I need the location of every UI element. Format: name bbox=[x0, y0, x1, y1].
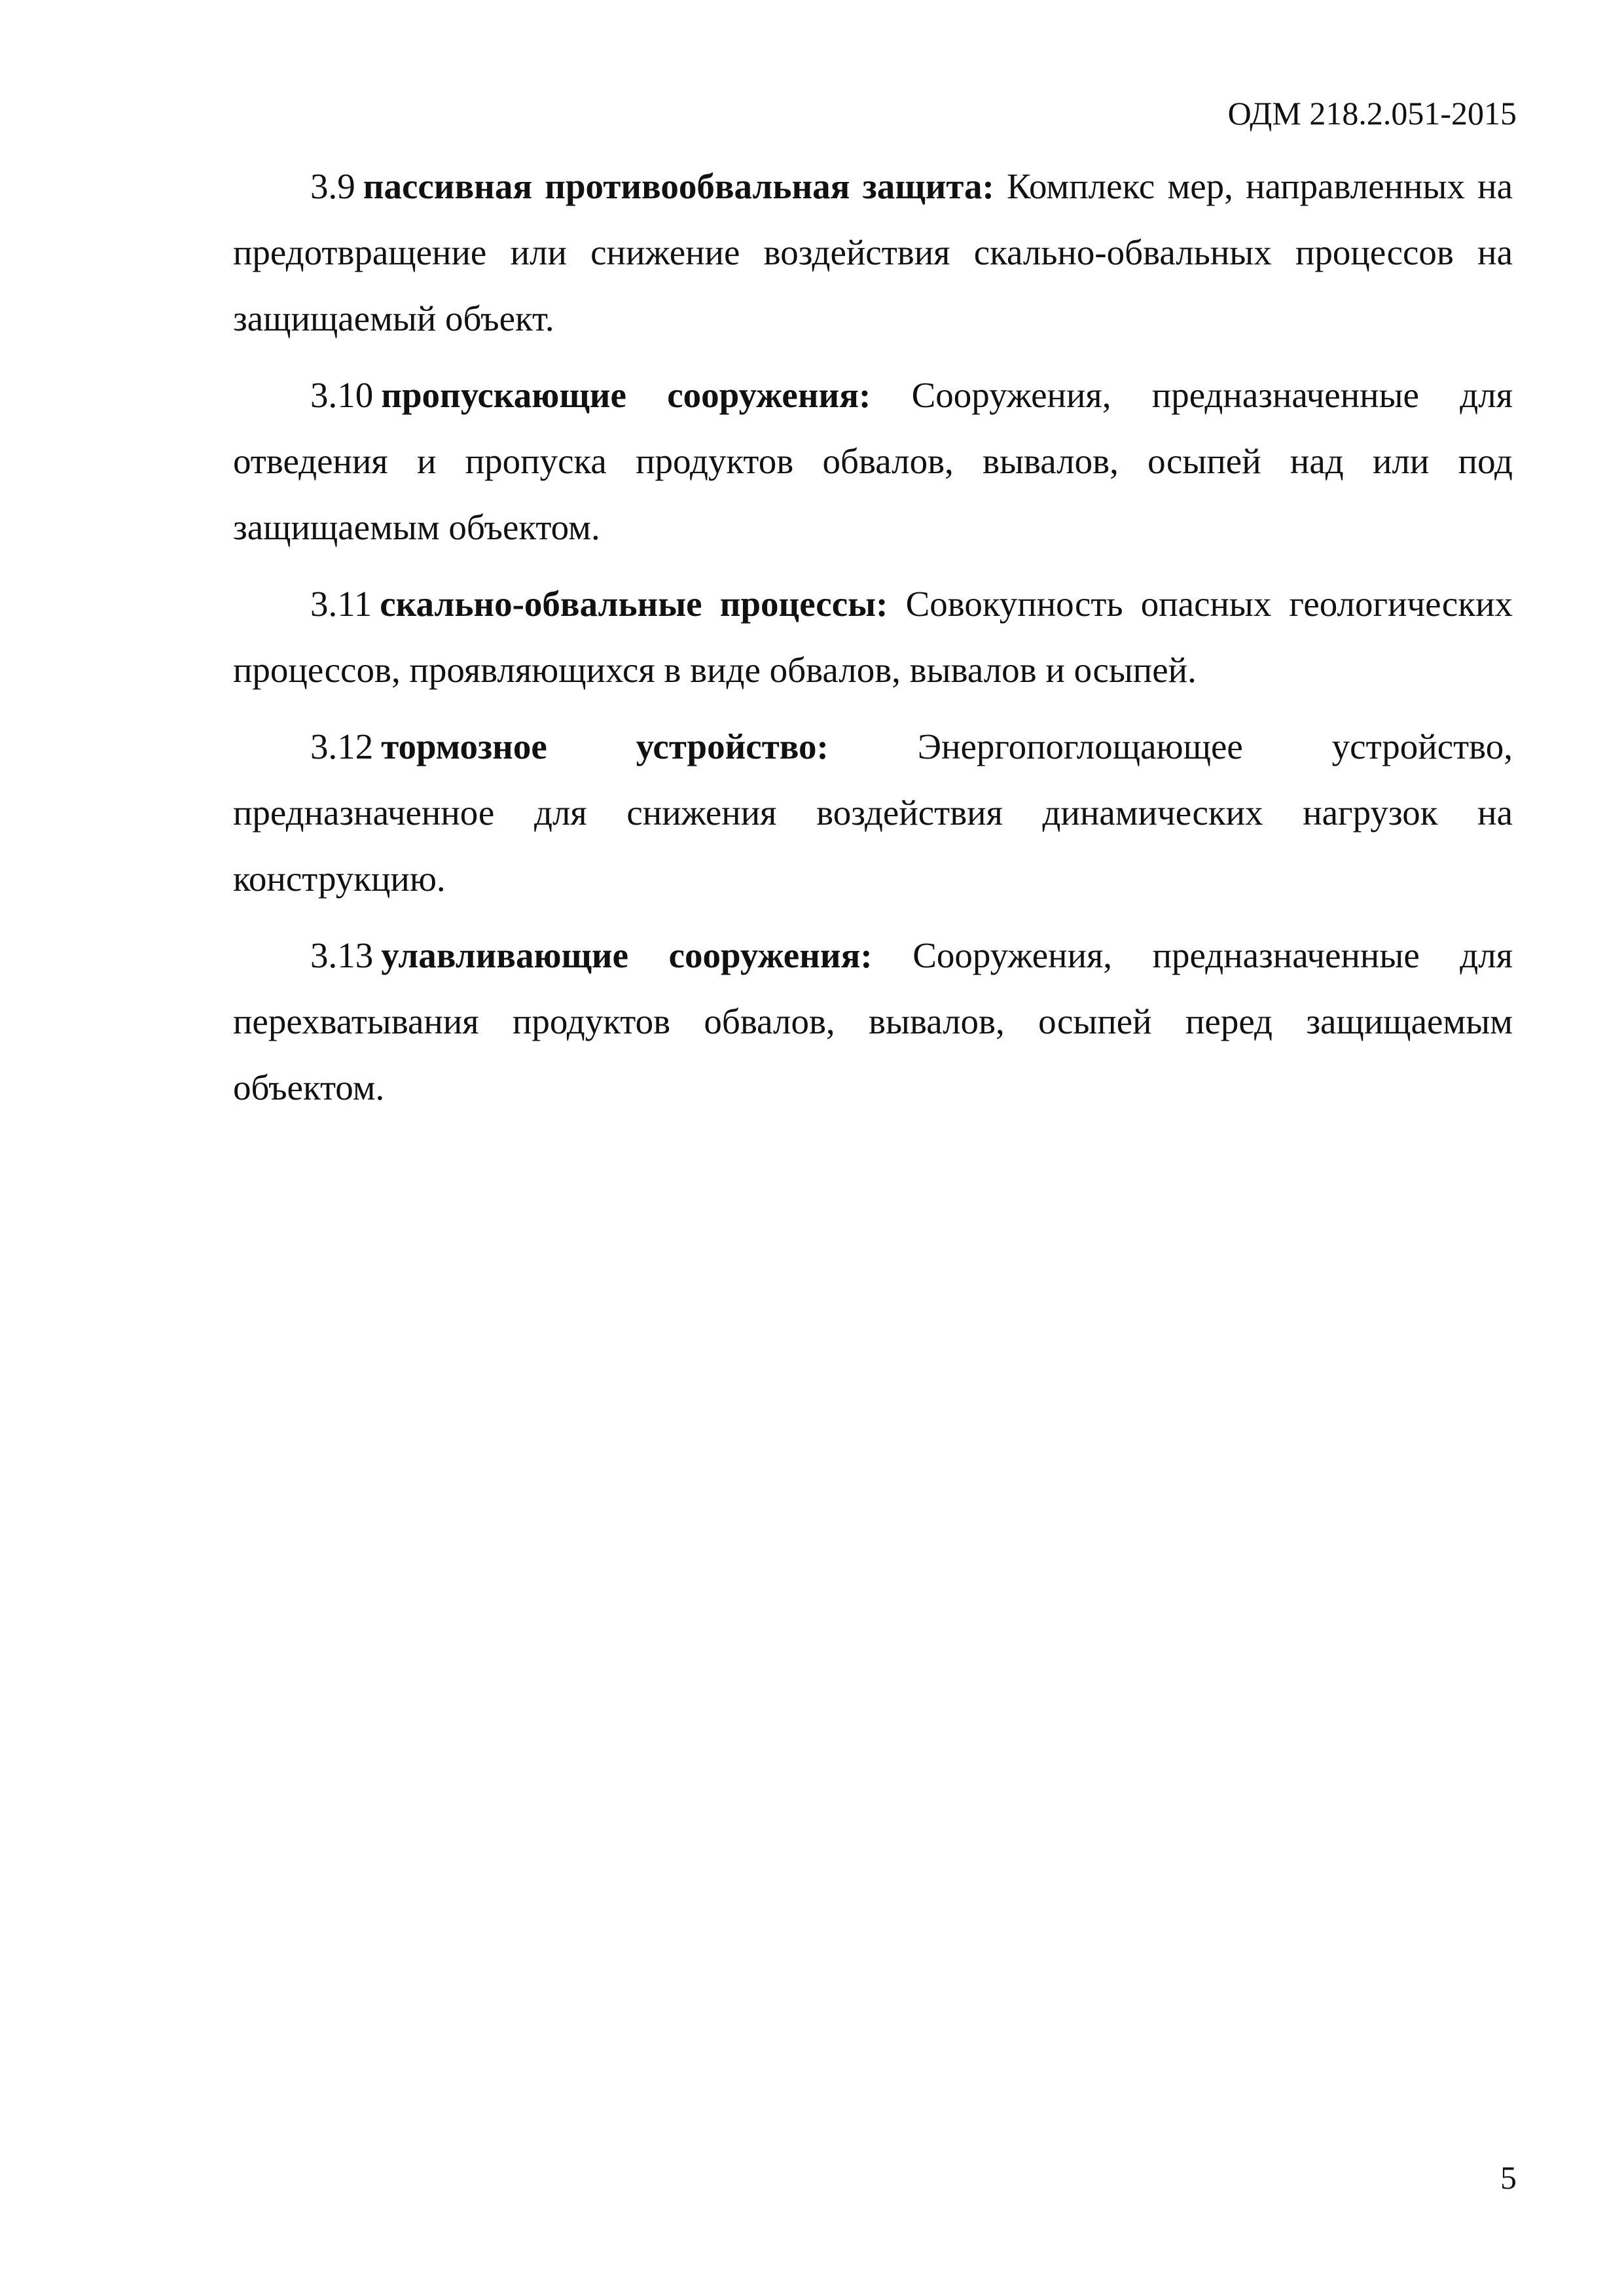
document-code: ОДМ 218.2.051-2015 bbox=[1227, 95, 1517, 132]
term-number: 3.13 bbox=[310, 935, 374, 975]
term-number: 3.10 bbox=[310, 375, 374, 415]
term-3-9 bbox=[233, 153, 1513, 351]
term-3-13 bbox=[233, 922, 1513, 1121]
term-definition: Сооружения, предназначенные для отведения и пропуска продуктов обвалов, вывалов, осыпей над или под защищаемым объектом. bbox=[233, 375, 1513, 547]
term-name: пропускающие сооружения: bbox=[381, 375, 871, 415]
term-3-12 bbox=[233, 713, 1513, 912]
term-definition: Энергопоглощающее устройство, предназначенное для снижения воздействия динамических нагрузок на конструкцию. bbox=[233, 726, 1513, 899]
term-3-11 bbox=[233, 571, 1513, 703]
term-3-10 bbox=[233, 362, 1513, 560]
term-number: 3.12 bbox=[310, 726, 374, 766]
term-name: тормозное устройство: bbox=[381, 726, 829, 766]
term-number: 3.11 bbox=[310, 584, 372, 624]
term-name: улавливающие сооружения: bbox=[381, 935, 873, 975]
terms-section bbox=[233, 153, 1513, 1131]
term-definition: Совокупность опасных геологических процессов, проявляющихся в виде обвалов, вывалов и осыпей. bbox=[233, 584, 1513, 690]
term-definition: Сооружения, предназначенные для перехватывания продуктов обвалов, вывалов, осыпей перед защищаемым объектом. bbox=[233, 935, 1513, 1107]
term-name: скально-обвальные процессы: bbox=[380, 584, 888, 624]
term-definition: Комплекс мер, направленных на предотвращение или снижение воздействия скально-обвальных процессов на защищаемый объект. bbox=[233, 166, 1513, 338]
page-number: 5 bbox=[1500, 2159, 1517, 2196]
term-name: пассивная противообвальная защита: bbox=[363, 166, 994, 206]
term-number: 3.9 bbox=[310, 166, 355, 206]
